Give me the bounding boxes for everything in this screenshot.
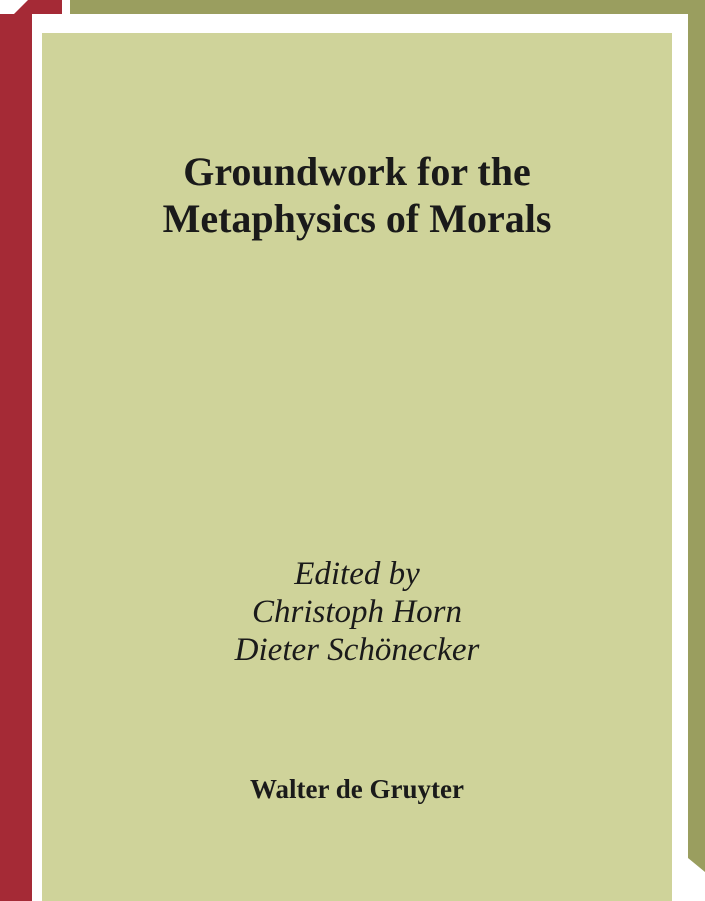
editor-name-1: Christoph Horn <box>252 594 462 630</box>
back-pages-right <box>688 0 705 872</box>
book-spine <box>0 14 32 901</box>
title-line-1: Groundwork for the <box>183 149 531 194</box>
cover-panel <box>42 30 672 901</box>
editors-block <box>42 555 672 669</box>
publisher-name: Walter de Gruyter <box>250 774 464 804</box>
editor-name-2: Dieter Schönecker <box>234 632 480 668</box>
book-title <box>42 148 672 242</box>
title-line-2: Metaphysics of Morals <box>162 196 552 241</box>
spine-top-cap <box>14 0 62 14</box>
edited-by-label: Edited by <box>294 556 420 592</box>
back-pages-top <box>70 0 705 14</box>
